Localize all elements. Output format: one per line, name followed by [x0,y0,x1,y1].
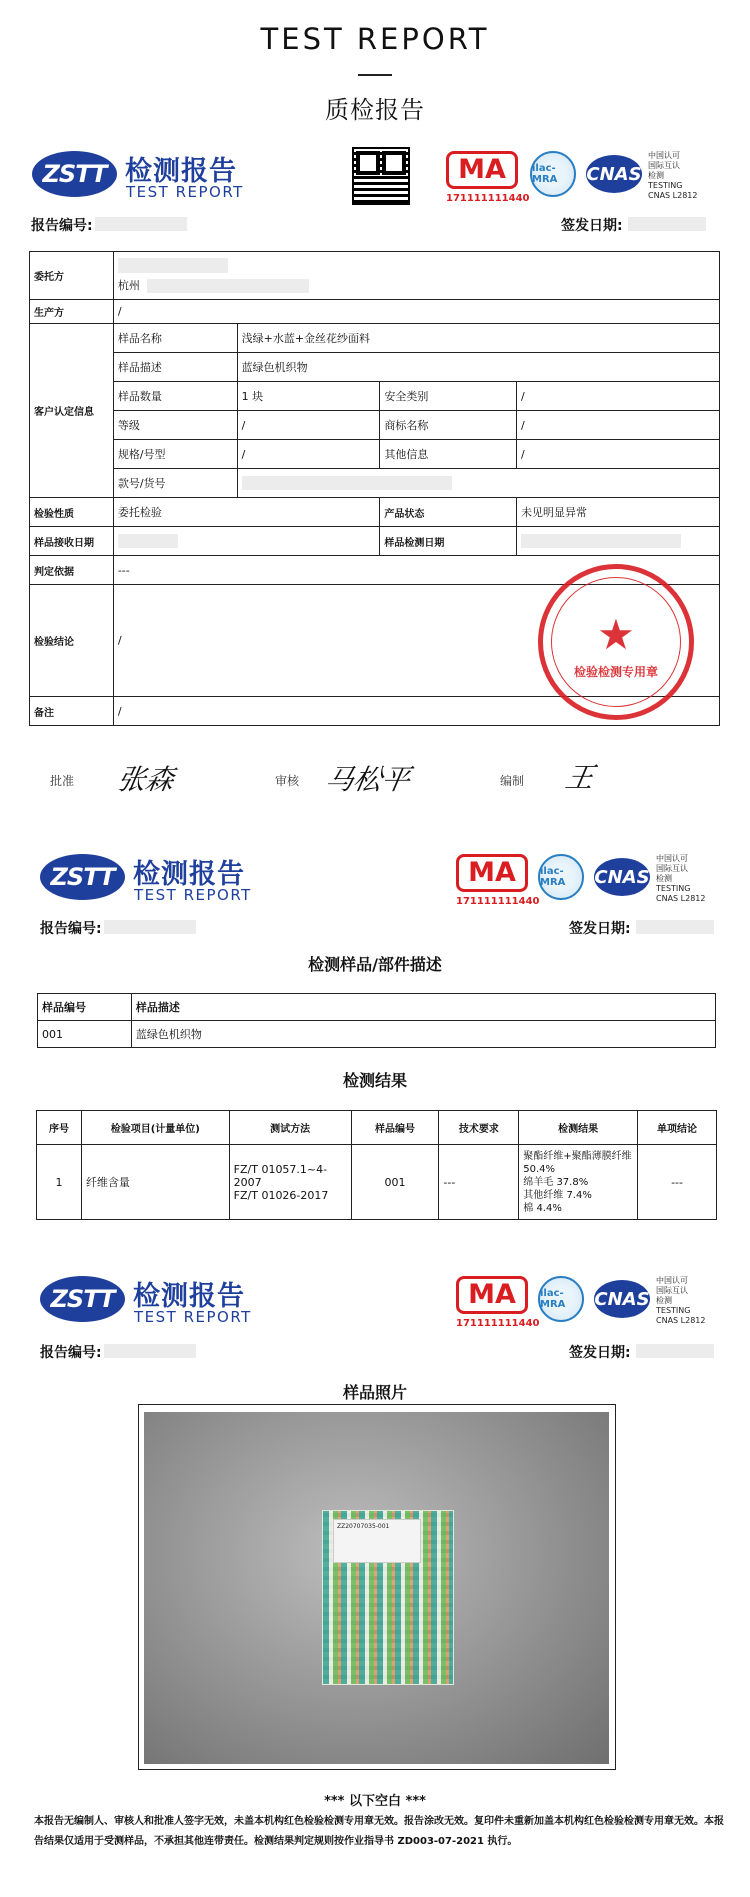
qr-code-icon [352,147,410,205]
style-no-label: 款号/货号 [113,469,237,498]
sample-qty-value: 1 块 [237,382,380,411]
style-no-redacted [242,476,452,490]
cma-logo: MA [456,854,528,892]
receive-date-value [113,527,380,556]
fabric-swatch [322,1510,454,1685]
sample-desc-value: 蓝绿色机织物 [237,353,719,382]
report-title-en: TEST REPORT [260,22,490,56]
client-name-redacted [118,258,228,273]
report-title-cn: 质检报告 [325,96,425,124]
client-city: 杭州 [117,279,140,292]
brand-name-cn: 检测报告 [133,859,245,890]
blank-marker: *** 以下空白 *** [324,1794,426,1809]
review-label: 审核 [275,774,300,788]
logo-row-2 [0,848,750,918]
brand-name-en: TEST REPORT [126,183,244,201]
issue-date-label: 签发日期: [569,921,631,937]
report-no-label: 报告编号: [31,218,93,234]
result-seq: 1 [37,1145,82,1220]
client-value [113,252,719,300]
conclusion-value: / [113,585,719,697]
zstt-logo: ZSTT [40,854,125,900]
product-status-value: 未见明显异常 [517,498,720,527]
review-signature: 马松平 [322,763,413,796]
nature-value: 委托检验 [113,498,380,527]
conclusion-label: 检验结论 [30,585,114,697]
results-section-title: 检测结果 [342,1071,407,1090]
remark-value: / [113,697,719,726]
cnas-logo: CNAS [586,155,642,193]
basis-label: 判定依据 [30,556,114,585]
result-verdict: --- [638,1145,717,1220]
sample-no-cell: 001 [38,1021,132,1048]
result-item: 纤维含量 [81,1145,229,1220]
spec-label: 规格/号型 [113,440,237,469]
brand-name-cn: 检测报告 [133,1281,245,1312]
results-header-cell: 样品编号 [351,1111,439,1145]
sample-desc-table [37,993,716,1048]
other-info-label: 其他信息 [380,440,517,469]
test-date-label: 样品检测日期 [380,527,517,556]
style-no-value [237,469,719,498]
receive-date-label: 样品接收日期 [30,527,114,556]
results-header-cell: 测试方法 [229,1111,351,1145]
spec-value: / [237,440,380,469]
trademark-label: 商标名称 [380,411,517,440]
nature-label: 检验性质 [30,498,114,527]
results-header-cell: 单项结论 [638,1111,717,1145]
results-header-cell: 检验项目(计量单位) [81,1111,229,1145]
trademark-value: / [517,411,720,440]
cma-number: 171111111440 [446,193,530,204]
ilac-mra-logo: ilac-MRA [538,854,584,900]
sample-section-title: 检测样品/部件描述 [308,955,442,974]
zstt-logo: ZSTT [40,1276,125,1322]
report-no-redacted [95,217,187,231]
result-sample-no: 001 [351,1145,439,1220]
cnas-caption: 中国认可 国际互认 检测 TESTING CNAS L2812 [656,854,706,903]
producer-value: / [113,300,719,324]
issue-date-label: 签发日期: [569,1345,631,1361]
photo-section-title: 样品照片 [342,1383,407,1402]
issue-date-redacted [636,1344,714,1358]
zstt-logo: ZSTT [32,151,117,197]
cma-number: 171111111440 [456,896,540,907]
sample-no-header: 样品编号 [38,994,132,1021]
client-address-redacted [147,279,309,293]
receive-date-redacted [118,534,178,548]
sample-desc-cell: 蓝绿色机织物 [131,1021,715,1048]
star-icon: ★ [597,609,635,659]
issue-date-redacted [628,217,706,231]
cma-logo: MA [456,1276,528,1314]
basis-value: --- [113,556,719,585]
safety-label: 安全类别 [380,382,517,411]
report-no-redacted [104,1344,196,1358]
grade-label: 等级 [113,411,237,440]
other-info-value: / [517,440,720,469]
issue-date-label: 签发日期: [561,218,623,234]
seal-title: 检验检测专用章 [573,664,658,679]
report-no-label: 报告编号: [40,1345,102,1361]
test-date-value [517,527,720,556]
results-header-cell: 技术要求 [439,1111,519,1145]
grade-value: / [237,411,380,440]
test-date-redacted [521,534,681,548]
sample-name-value: 浅绿+水蓝+金丝花纱面料 [237,324,719,353]
sample-tag [333,1519,421,1563]
result-method: FZ/T 01057.1~4-2007 FZ/T 01026-2017 [229,1145,351,1220]
cnas-logo: CNAS [594,1280,650,1318]
cnas-caption: 中国认可 国际互认 检测 TESTING CNAS L2812 [648,151,698,200]
brand-name-en: TEST REPORT [134,886,252,904]
sample-desc-label: 样品描述 [113,353,237,382]
result-values: 聚酯纤维+聚酯薄膜纤维 50.4% 绵羊毛 37.8% 其他纤维 7.4% 棉 4.4% [519,1145,638,1220]
sample-name-label: 样品名称 [113,324,237,353]
logo-row-3 [0,1270,750,1340]
client-label: 委托方 [30,252,114,300]
ilac-mra-logo: ilac-MRA [538,1276,584,1322]
producer-label: 生产方 [30,300,114,324]
remark-label: 备注 [30,697,114,726]
result-requirement: --- [439,1145,519,1220]
approve-signature: 张森 [114,763,177,796]
results-header-cell: 序号 [37,1111,82,1145]
sample-qty-label: 样品数量 [113,382,237,411]
results-table [36,1110,717,1220]
compile-signature: 王 [562,761,597,794]
results-header-cell: 检测结果 [519,1111,638,1145]
sample-photo [144,1412,609,1764]
inspection-seal-stamp [538,564,694,720]
disclaimer-note: 本报告无编制人、审核人和批准人签字无效，未盖本机构红色检验检测专用章无效。报告涂改无效。复印件未重新加盖本机构红色检验检测专用章无效。本报告结果仅适用于受测样品，不承担其他连带责任。检测结果判定规则按作业指导书 ZD003-07-2021 执行。 [34,1816,724,1847]
brand-name-cn: 检测报告 [125,156,237,187]
safety-value: / [517,382,720,411]
logo-row-1 [0,145,750,215]
issue-date-redacted [636,920,714,934]
compile-label: 编制 [500,774,525,788]
cnas-caption: 中国认可 国际互认 检测 TESTING CNAS L2812 [656,1276,706,1325]
customer-info-label: 客户认定信息 [30,324,114,498]
ilac-mra-logo: ilac-MRA [530,151,576,197]
signature-row [0,761,750,808]
product-status-label: 产品状态 [380,498,517,527]
brand-name-en: TEST REPORT [134,1308,252,1326]
title-divider [358,74,392,76]
sample-tag-code: ZZ20707035-001 [337,1523,390,1530]
cma-number: 171111111440 [456,1318,540,1329]
approve-label: 批准 [50,774,75,788]
report-no-redacted [104,920,196,934]
cma-logo: MA [446,151,518,189]
sample-desc-header: 样品描述 [131,994,715,1021]
report-no-label: 报告编号: [40,921,102,937]
cnas-logo: CNAS [594,858,650,896]
